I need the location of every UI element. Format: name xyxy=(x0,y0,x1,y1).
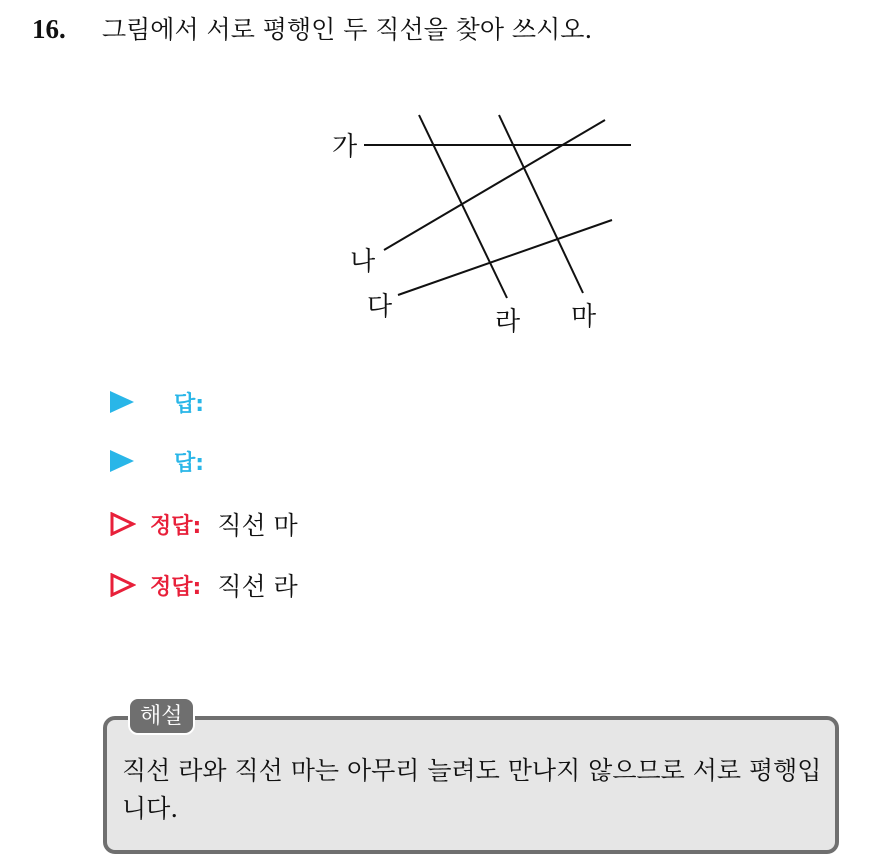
correct-answer-label: 정답: xyxy=(150,574,202,600)
explanation-tag: 해설 xyxy=(128,697,195,735)
label-da: 다 xyxy=(367,292,393,322)
correct-answer-value: 직선 마 xyxy=(217,511,298,540)
line-na xyxy=(384,120,605,250)
label-na: 나 xyxy=(350,247,376,277)
correct-answer-value: 직선 라 xyxy=(217,572,298,601)
correct-answer-label: 정답: xyxy=(150,513,202,539)
question-number: 16. xyxy=(32,14,66,44)
correct-answer-row-2 xyxy=(110,568,298,602)
label-ga: 가 xyxy=(332,132,358,162)
line-ra xyxy=(419,115,507,298)
answer-row-1 xyxy=(110,385,220,419)
answer-label: 답: xyxy=(174,450,205,476)
line-ma xyxy=(499,115,583,293)
correct-marker-icon xyxy=(110,512,136,536)
answer-marker-icon xyxy=(110,391,134,413)
correct-marker-icon xyxy=(110,573,136,597)
answer-marker-icon xyxy=(110,450,134,472)
explanation-text: 직선 라와 직선 마는 아무리 늘려도 만나지 않으므로 서로 평행입니다. xyxy=(122,756,822,823)
label-ma: 마 xyxy=(571,302,597,332)
line-da xyxy=(398,220,612,295)
label-ra: 라 xyxy=(495,307,521,337)
correct-answer-row-1 xyxy=(110,507,298,541)
answer-row-2 xyxy=(110,444,220,478)
answer-label: 답: xyxy=(174,391,205,417)
question-text: 그림에서 서로 평행인 두 직선을 찾아 쓰시오. xyxy=(102,15,593,44)
